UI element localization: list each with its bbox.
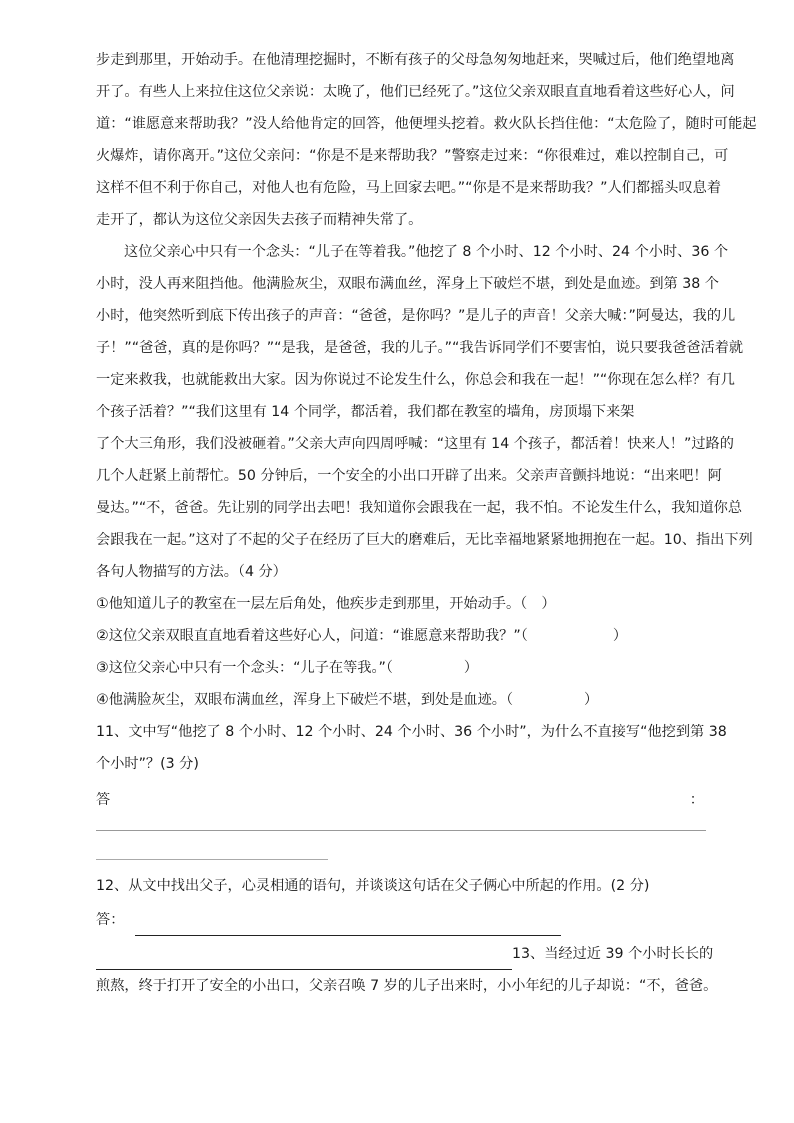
- q13-question-start: 13、当经过近 39 个小时长长的: [512, 946, 714, 962]
- text-line: 个孩子活着？”“我们这里有 14 个同学，都活着，我们都在教室的墙角，房顶塌下来架: [96, 404, 635, 420]
- q11-answer-label: 答: [96, 792, 111, 808]
- text-line: 小时，他突然听到底下传出孩子的声音：“爸爸，是你吗？”是儿子的声音！父亲大喊：”阿曼达，我的儿: [96, 308, 736, 324]
- q11-question-line-2: 个小时”？(3 分): [96, 756, 199, 772]
- text-line: 子！”“爸爸，真的是你吗？”“是我，是爸爸，我的儿子。”“我告诉同学们不要害怕，说只要我爸爸活着就: [96, 340, 744, 356]
- text-line: 道：“谁愿意来帮助我？”没人给他肯定的回答，他便埋头挖着。救火队长挡住他：“太危险了，随时可能起: [96, 116, 757, 132]
- text-line: 火爆炸，请你离开。”这位父亲问：“你是不是来帮助我？”警察走过来：“你很难过，难以控制自己，可: [96, 148, 729, 164]
- text-line: 这位父亲心中只有一个念头：“儿子在等着我。”他挖了 8 个小时、12 个小时、24 个小时、36 个: [124, 244, 729, 260]
- text-line: 几个人赶紧上前帮忙。50 分钟后，一个安全的小出口开辟了出来。父亲声音颤抖地说：“出来吧！阿: [96, 468, 722, 484]
- q10-item-4: ④他满脸灰尘，双眼布满血丝，浑身上下破烂不堪，到处是血迹。（ ）: [96, 692, 599, 708]
- q12-answer-line-2[interactable]: [96, 951, 512, 970]
- q10-item-1: ①他知道儿子的教室在一层左后角处，他疾步走到那里，开始动手。（ ）: [96, 596, 556, 612]
- q11-question-line-1: 11、文中写“他挖了 8 个小时、12 个小时、24 个小时、36 个小时”，为什么不直接写“他挖到第 38: [96, 724, 727, 740]
- text-line: 会跟我在一起。”这对了不起的父子在经历了巨大的磨难后，无比幸福地紧紧地拥抱在一起。10、指出下列: [96, 532, 753, 548]
- q12-answer-line[interactable]: [135, 917, 561, 936]
- question-10-items: [96, 588, 706, 716]
- question-13: [96, 938, 718, 1002]
- question-12: [96, 870, 706, 936]
- text-line: 这样不但不利于你自己，对他人也有危险，马上回家去吧。”“你是不是来帮助我？”人们都摇头叹息着: [96, 180, 722, 196]
- q10-item-2: ②这位父亲双眼直直地看着这些好心人，问道：“谁愿意来帮助我？”（ ）: [96, 628, 628, 644]
- text-line: 一定来救我，也就能救出大家。因为你说过不论发生什么，你总会和我在一起！”“你现在怎么样？有几: [96, 372, 735, 388]
- question-11: [96, 716, 727, 860]
- q11-answer-colon: ：: [689, 792, 704, 808]
- text-line: 步走到那里，开始动手。在他清理挖掘时，不断有孩子的父母急匆匆地赶来，哭喊过后，他们绝望地离: [96, 52, 735, 68]
- q12-question: 12、从文中找出父子，心灵相通的语句，并谈谈这句话在父子俩心中所起的作用。(2 分): [96, 878, 650, 894]
- q10-item-3: ③这位父亲心中只有一个念头：“儿子在等我。”（ ）: [96, 660, 479, 676]
- story-paragraph-2: [96, 236, 753, 588]
- q13-question-line-2: 煎熬，终于打开了安全的小出口，父亲召唤 7 岁的儿子出来时，小小年纪的儿子却说：“不，爸爸。: [96, 978, 718, 994]
- q11-answer-line-short[interactable]: [96, 859, 328, 860]
- text-line: 了个大三角形，我们没被砸着。”父亲大声向四周呼喊：“这里有 14 个孩子，都活着！快来人！”过路的: [96, 436, 734, 452]
- text-line: 各句人物描写的方法。（4 分）: [96, 564, 287, 580]
- text-line: 小时，没人再来阻挡他。他满脸灰尘，双眼布满血丝，浑身上下破烂不堪，到处是血迹。到第 38 个: [96, 276, 719, 292]
- q11-answer-row[interactable]: [96, 784, 706, 816]
- text-line: 曼达。”“不，爸爸。先让别的同学出去吧！我知道你会跟我在一起，我不怕。不论发生什么，我知道你总: [96, 500, 743, 516]
- q12-answer-label: 答：: [96, 912, 125, 928]
- story-paragraph-1: [96, 44, 757, 236]
- text-line: 走开了，都认为这位父亲因失去孩子而精神失常了。: [96, 212, 423, 228]
- text-line: 开了。有些人上来拉住这位父亲说：太晚了，他们已经死了。”这位父亲双眼直直地看着这些好心人，问: [96, 84, 735, 100]
